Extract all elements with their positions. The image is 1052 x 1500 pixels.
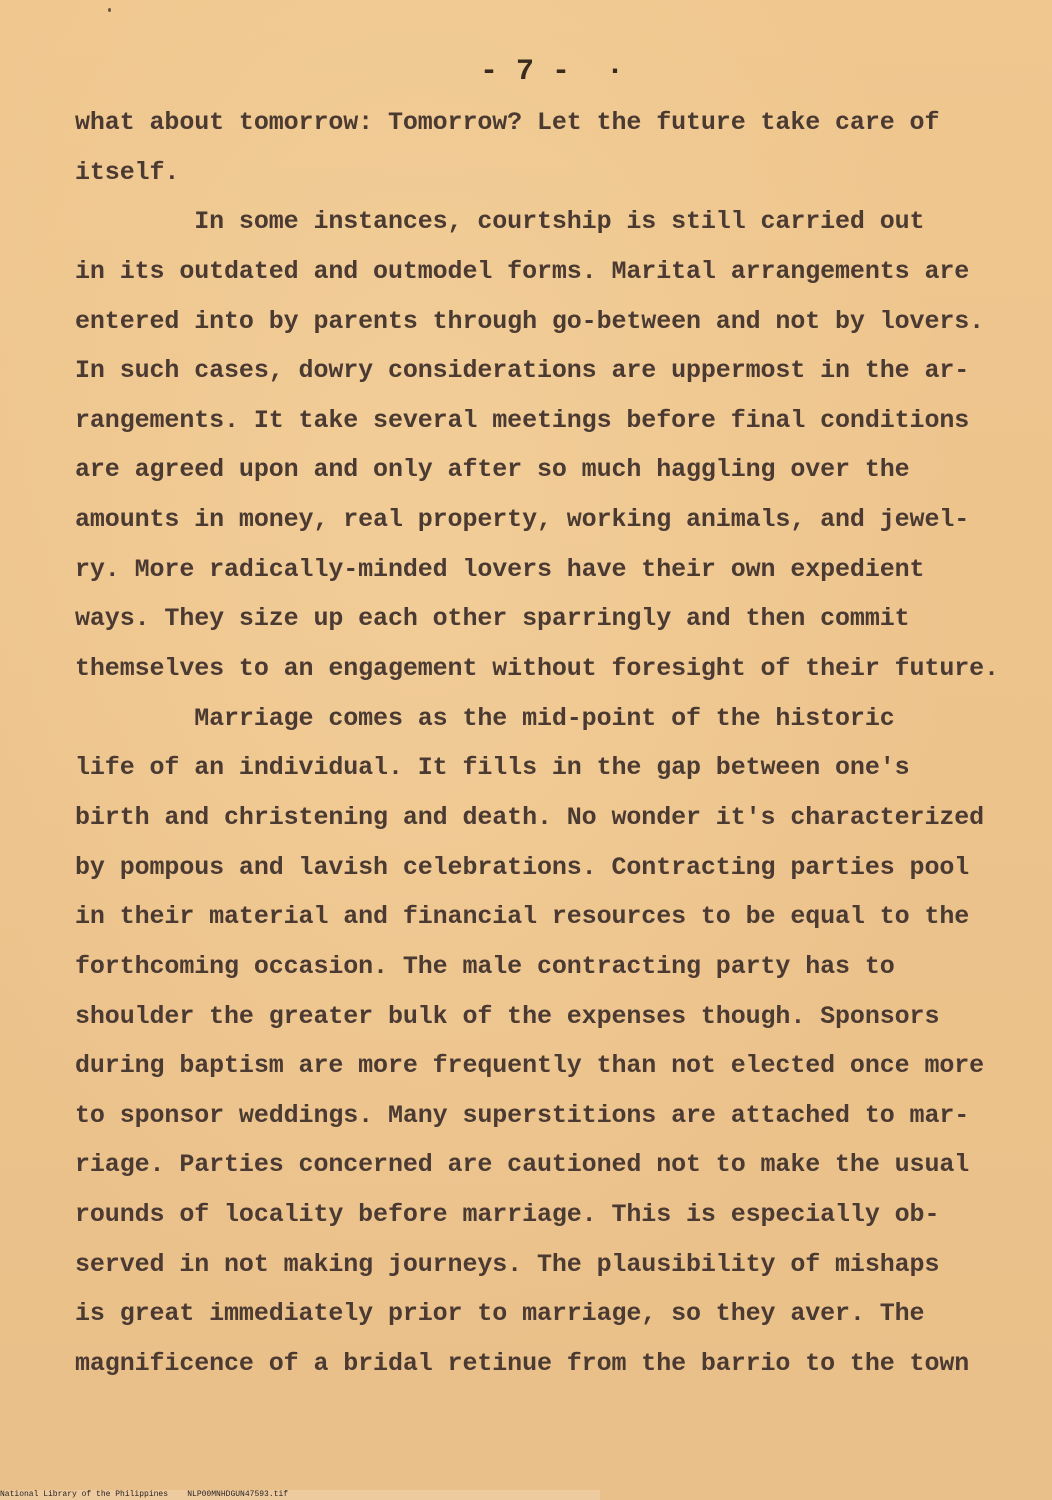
text-line: In such cases, dowry considerations are uppermost in the ar- (75, 356, 970, 386)
text-line: are agreed upon and only after so much haggling over the (75, 455, 910, 485)
scan-footer-caption: National Library of the Philippines NLP00MNHDGUN47593.tif (0, 1490, 600, 1500)
text-line: served in not making journeys. The plausibility of mishaps (75, 1249, 940, 1279)
text-line: In some instances, courtship is still carried out (75, 207, 925, 237)
text-line: birth and christening and death. No wonder it's characterized (75, 802, 985, 832)
text-line: rounds of locality before marriage. This is especially ob- (75, 1200, 940, 1230)
text-line: entered into by parents through go-between and not by lovers. (75, 306, 985, 336)
text-line: by pompous and lavish celebrations. Contracting parties pool (75, 852, 970, 882)
text-line: what about tomorrow: Tomorrow? Let the future take care of (75, 108, 940, 137)
text-line: in its outdated and outmodel forms. Marital arrangements are (75, 256, 970, 286)
text-line: themselves to an engagement without foresight of their future. (75, 654, 999, 684)
text-line: in their material and financial resources to be equal to the (75, 902, 970, 932)
stray-ink-mark (108, 8, 111, 12)
text-line: magnificence of a bridal retinue from the barrio to the town (75, 1349, 970, 1379)
text-line: shoulder the greater bulk of the expenses though. Sponsors (75, 1001, 940, 1031)
text-line: ways. They size up each other sparringly and then commit (75, 604, 910, 634)
text-line: is great immediately prior to marriage, so they aver. The (75, 1299, 925, 1329)
text-line: ry. More radically-minded lovers have their own expedient (75, 554, 925, 584)
text-line: during baptism are more frequently than not elected once more (75, 1051, 985, 1081)
text-line: amounts in money, real property, working animals, and jewel- (75, 505, 970, 535)
text-line: Marriage comes as the mid-point of the historic (75, 703, 895, 733)
text-line: to sponsor weddings. Many superstitions are attached to mar- (75, 1100, 970, 1130)
body-text (75, 98, 1005, 1389)
text-line: life of an individual. It fills in the gap between one's (75, 753, 910, 783)
page-number: - 7 - · (480, 55, 625, 89)
text-line: riage. Parties concerned are cautioned not to make the usual (75, 1150, 970, 1180)
text-line: forthcoming occasion. The male contracting party has to (75, 951, 895, 981)
text-line: rangements. It take several meetings before final conditions (75, 405, 970, 435)
text-line: itself. (75, 157, 180, 187)
